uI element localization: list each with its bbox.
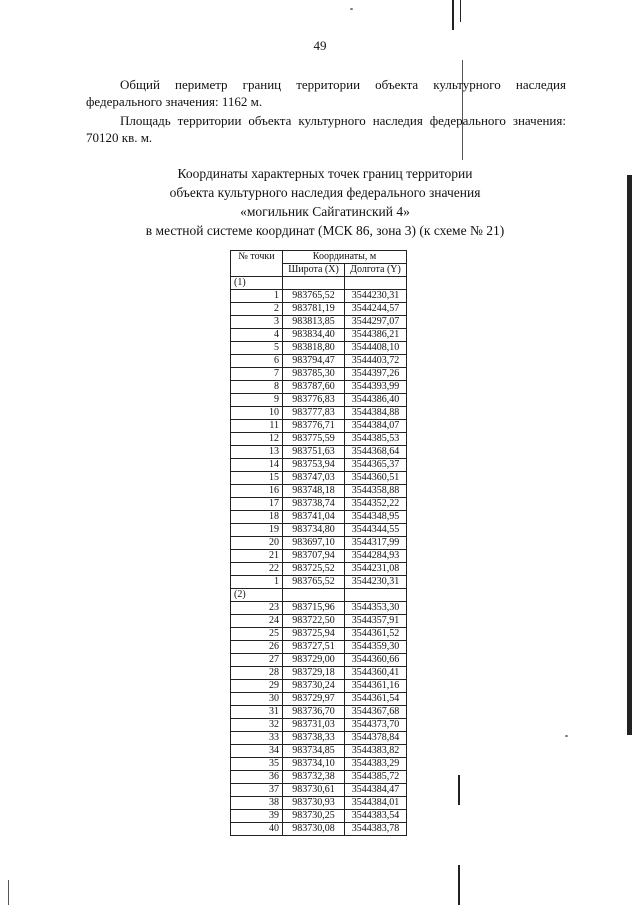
area-paragraph: Площадь территории объекта культурного наследия федерального значения: 70120 кв. м. [86, 113, 566, 145]
table-row [231, 368, 407, 381]
table-row [231, 758, 407, 771]
scan-line-low [458, 775, 460, 805]
table-row [231, 823, 407, 836]
longitude-cell: 3544230,31 [345, 576, 407, 589]
title-line: объекта культурного наследия федерального значения [169, 185, 481, 200]
table-row [231, 511, 407, 524]
group-empty-cell [283, 277, 345, 290]
longitude-cell: 3544368,64 [345, 446, 407, 459]
point-number-cell: 31 [231, 706, 283, 719]
latitude-cell: 983725,94 [283, 628, 345, 641]
latitude-cell: 983794,47 [283, 355, 345, 368]
point-number-cell: 26 [231, 641, 283, 654]
longitude-cell: 3544361,54 [345, 693, 407, 706]
title-line: «могильник Сайгатинский 4» [240, 204, 410, 219]
table-row [231, 394, 407, 407]
point-number-cell: 16 [231, 485, 283, 498]
longitude-cell: 3544353,30 [345, 602, 407, 615]
latitude-cell: 983729,00 [283, 654, 345, 667]
table-row [231, 680, 407, 693]
longitude-cell: 3544386,21 [345, 329, 407, 342]
point-number-cell: 32 [231, 719, 283, 732]
table-row [231, 498, 407, 511]
table-row [231, 303, 407, 316]
point-number-cell: 40 [231, 823, 283, 836]
point-number-cell: 36 [231, 771, 283, 784]
longitude-cell: 3544383,29 [345, 758, 407, 771]
group-label: (2) [231, 589, 283, 602]
latitude-cell: 983725,52 [283, 563, 345, 576]
point-number-cell: 5 [231, 342, 283, 355]
table-row [231, 693, 407, 706]
point-number-cell: 23 [231, 602, 283, 615]
longitude-cell: 3544384,01 [345, 797, 407, 810]
latitude-cell: 983734,80 [283, 524, 345, 537]
group-empty-cell [283, 589, 345, 602]
table-row [231, 342, 407, 355]
point-number-cell: 2 [231, 303, 283, 316]
perimeter-paragraph: Общий периметр границ территории объекта культурного наследия федерального значения: 1162 м. [86, 77, 566, 109]
longitude-cell: 3544383,82 [345, 745, 407, 758]
latitude-cell: 983730,24 [283, 680, 345, 693]
longitude-cell: 3544378,84 [345, 732, 407, 745]
longitude-cell: 3544348,95 [345, 511, 407, 524]
point-number-cell: 6 [231, 355, 283, 368]
point-number-cell: 18 [231, 511, 283, 524]
longitude-cell: 3544384,88 [345, 407, 407, 420]
point-number-cell: 22 [231, 563, 283, 576]
table-row [231, 615, 407, 628]
table-row [231, 537, 407, 550]
longitude-cell: 3544403,72 [345, 355, 407, 368]
latitude-cell: 983738,33 [283, 732, 345, 745]
longitude-cell: 3544385,53 [345, 433, 407, 446]
longitude-cell: 3544230,31 [345, 290, 407, 303]
longitude-cell: 3544365,37 [345, 459, 407, 472]
longitude-cell: 3544361,52 [345, 628, 407, 641]
table-row [231, 784, 407, 797]
point-number-cell: 19 [231, 524, 283, 537]
point-number-cell: 25 [231, 628, 283, 641]
table-row [231, 810, 407, 823]
scan-line-right-bar [627, 175, 632, 735]
table-body [231, 277, 407, 836]
longitude-cell: 3544360,51 [345, 472, 407, 485]
latitude-cell: 983776,83 [283, 394, 345, 407]
longitude-cell: 3544385,72 [345, 771, 407, 784]
latitude-cell: 983741,04 [283, 511, 345, 524]
page-number: 49 [313, 38, 327, 53]
coordinates-title [70, 164, 580, 240]
table-row [231, 745, 407, 758]
latitude-cell: 983834,40 [283, 329, 345, 342]
latitude-cell: 983730,25 [283, 810, 345, 823]
point-number-cell: 34 [231, 745, 283, 758]
longitude-cell: 3544408,10 [345, 342, 407, 355]
table-row [231, 602, 407, 615]
longitude-cell: 3544352,22 [345, 498, 407, 511]
point-number-cell: 14 [231, 459, 283, 472]
group-empty-cell [345, 277, 407, 290]
table-row [231, 563, 407, 576]
group-empty-cell [345, 589, 407, 602]
table-row [231, 381, 407, 394]
latitude-cell: 983734,85 [283, 745, 345, 758]
latitude-cell: 983732,38 [283, 771, 345, 784]
longitude-cell: 3544393,99 [345, 381, 407, 394]
latitude-cell: 983765,52 [283, 290, 345, 303]
latitude-cell: 983818,80 [283, 342, 345, 355]
longitude-cell: 3544397,26 [345, 368, 407, 381]
scan-line-top-2 [460, 0, 461, 22]
latitude-cell: 983731,03 [283, 719, 345, 732]
point-number-cell: 37 [231, 784, 283, 797]
point-number-cell: 21 [231, 550, 283, 563]
latitude-cell: 983730,61 [283, 784, 345, 797]
latitude-cell: 983727,51 [283, 641, 345, 654]
table-row [231, 316, 407, 329]
table-row [231, 732, 407, 745]
header-latitude: Широта (X) [283, 264, 345, 277]
latitude-cell: 983722,50 [283, 615, 345, 628]
latitude-cell: 983729,97 [283, 693, 345, 706]
point-number-cell: 17 [231, 498, 283, 511]
point-number-cell: 35 [231, 758, 283, 771]
table-row [231, 420, 407, 433]
table-row [231, 407, 407, 420]
point-number-cell: 29 [231, 680, 283, 693]
table-row [231, 797, 407, 810]
point-number-cell: 39 [231, 810, 283, 823]
longitude-cell: 3544231,08 [345, 563, 407, 576]
table-row [231, 524, 407, 537]
latitude-cell: 983753,94 [283, 459, 345, 472]
point-number-cell: 12 [231, 433, 283, 446]
title-line: в местной системе координат (МСК 86, зона 3) (к схеме № 21) [145, 223, 505, 238]
latitude-cell: 983738,74 [283, 498, 345, 511]
table-row [231, 706, 407, 719]
point-number-cell: 24 [231, 615, 283, 628]
scan-speck [350, 8, 353, 10]
table-row [231, 771, 407, 784]
table-row [231, 550, 407, 563]
longitude-cell: 3544360,66 [345, 654, 407, 667]
point-number-cell: 27 [231, 654, 283, 667]
longitude-cell: 3544297,07 [345, 316, 407, 329]
table-row [231, 628, 407, 641]
latitude-cell: 983787,60 [283, 381, 345, 394]
longitude-cell: 3544284,93 [345, 550, 407, 563]
latitude-cell: 983813,85 [283, 316, 345, 329]
point-number-cell: 11 [231, 420, 283, 433]
latitude-cell: 983747,03 [283, 472, 345, 485]
longitude-cell: 3544344,55 [345, 524, 407, 537]
latitude-cell: 983697,10 [283, 537, 345, 550]
longitude-cell: 3544367,68 [345, 706, 407, 719]
table-row [231, 485, 407, 498]
latitude-cell: 983777,83 [283, 407, 345, 420]
point-number-cell: 28 [231, 667, 283, 680]
latitude-cell: 983715,96 [283, 602, 345, 615]
table-group-row [231, 589, 407, 602]
point-number-cell: 1 [231, 576, 283, 589]
latitude-cell: 983730,93 [283, 797, 345, 810]
longitude-cell: 3544317,99 [345, 537, 407, 550]
latitude-cell: 983734,10 [283, 758, 345, 771]
scan-line-bottom [458, 865, 460, 905]
latitude-cell: 983776,71 [283, 420, 345, 433]
latitude-cell: 983781,19 [283, 303, 345, 316]
table-row [231, 446, 407, 459]
longitude-cell: 3544360,41 [345, 667, 407, 680]
table-row [231, 654, 407, 667]
scan-line-left [8, 880, 9, 905]
latitude-cell: 983748,18 [283, 485, 345, 498]
point-number-cell: 38 [231, 797, 283, 810]
table-row [231, 459, 407, 472]
header-longitude: Долгота (Y) [345, 264, 407, 277]
table-row [231, 719, 407, 732]
point-number-cell: 9 [231, 394, 283, 407]
scan-speck [565, 735, 568, 737]
latitude-cell: 983736,70 [283, 706, 345, 719]
latitude-cell: 983707,94 [283, 550, 345, 563]
point-number-cell: 10 [231, 407, 283, 420]
group-label: (1) [231, 277, 283, 290]
latitude-cell: 983775,59 [283, 433, 345, 446]
header-point-number: № точки [231, 251, 283, 277]
table-row [231, 576, 407, 589]
latitude-cell: 983785,30 [283, 368, 345, 381]
point-number-cell: 30 [231, 693, 283, 706]
latitude-cell: 983751,63 [283, 446, 345, 459]
longitude-cell: 3544384,47 [345, 784, 407, 797]
table-group-row [231, 277, 407, 290]
point-number-cell: 15 [231, 472, 283, 485]
longitude-cell: 3544383,54 [345, 810, 407, 823]
longitude-cell: 3544383,78 [345, 823, 407, 836]
point-number-cell: 33 [231, 732, 283, 745]
table-row [231, 641, 407, 654]
longitude-cell: 3544361,16 [345, 680, 407, 693]
coordinates-table [230, 250, 407, 836]
longitude-cell: 3544386,40 [345, 394, 407, 407]
latitude-cell: 983729,18 [283, 667, 345, 680]
header-coordinates: Координаты, м [283, 251, 407, 264]
longitude-cell: 3544244,57 [345, 303, 407, 316]
point-number-cell: 3 [231, 316, 283, 329]
table-row [231, 290, 407, 303]
latitude-cell: 983765,52 [283, 576, 345, 589]
longitude-cell: 3544359,30 [345, 641, 407, 654]
table-row [231, 329, 407, 342]
point-number-cell: 4 [231, 329, 283, 342]
longitude-cell: 3544357,91 [345, 615, 407, 628]
table-row [231, 667, 407, 680]
point-number-cell: 8 [231, 381, 283, 394]
title-line: Координаты характерных точек границ территории [177, 166, 473, 181]
table-row [231, 355, 407, 368]
latitude-cell: 983730,08 [283, 823, 345, 836]
point-number-cell: 13 [231, 446, 283, 459]
table-row [231, 472, 407, 485]
point-number-cell: 20 [231, 537, 283, 550]
point-number-cell: 1 [231, 290, 283, 303]
longitude-cell: 3544358,88 [345, 485, 407, 498]
scan-line-top [452, 0, 454, 30]
point-number-cell: 7 [231, 368, 283, 381]
table-row [231, 433, 407, 446]
longitude-cell: 3544373,70 [345, 719, 407, 732]
longitude-cell: 3544384,07 [345, 420, 407, 433]
